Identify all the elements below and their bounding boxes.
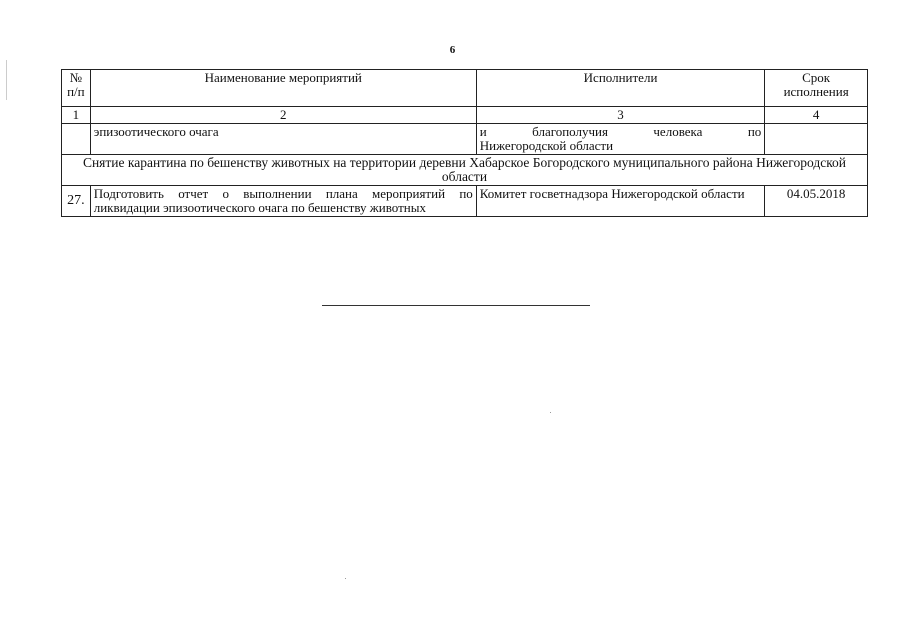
continued-row [62, 124, 868, 155]
continued-num [62, 124, 91, 155]
continued-deadline [765, 124, 868, 155]
table-header-row [62, 70, 868, 107]
scan-speck [345, 578, 346, 579]
header-event: Наименование мероприятий [90, 70, 476, 107]
header-deadline: Срок исполнения [765, 70, 868, 107]
page-number: 6 [449, 44, 456, 56]
column-numbers-row [62, 107, 868, 124]
section-title: Снятие карантина по бешенству животных на территории деревни Хабарское Богородского муниципального района Нижегородской области [62, 155, 868, 186]
table-row [62, 186, 868, 217]
continued-executors-line1: и благополучия человека по [479, 124, 762, 139]
row-event: Подготовить отчет о выполнении плана мероприятий по ликвидации эпизоотического очага по бешенству животных [90, 186, 476, 217]
end-divider-line [322, 305, 590, 306]
column-number: 3 [476, 107, 765, 124]
continued-event: эпизоотического очага [90, 124, 476, 155]
header-executors: Исполнители [476, 70, 765, 107]
continued-executors [476, 124, 765, 155]
column-number: 2 [90, 107, 476, 124]
column-number: 4 [765, 107, 868, 124]
row-executors: Комитет госветнадзора Нижегородской области [476, 186, 765, 217]
continued-executors-line2: Нижегородской области [479, 138, 614, 153]
row-number: 27. [62, 186, 91, 217]
scan-speck [550, 412, 551, 413]
events-table [61, 69, 868, 217]
column-number: 1 [62, 107, 91, 124]
section-row [62, 155, 868, 186]
row-deadline: 04.05.2018 [765, 186, 868, 217]
header-num: № п/п [62, 70, 91, 107]
scan-edge-mark [6, 60, 7, 100]
